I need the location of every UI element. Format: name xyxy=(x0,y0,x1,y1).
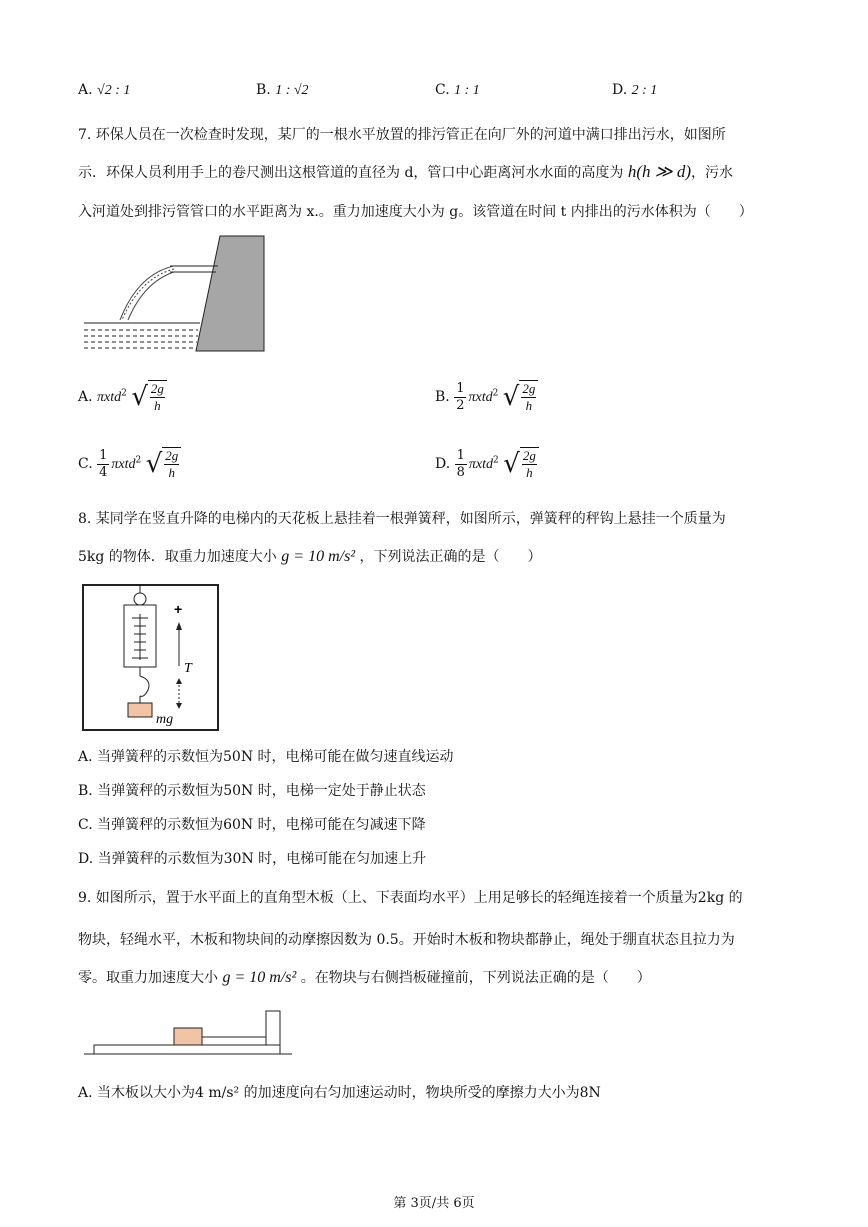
page-footer: 第 3页/共 6页 xyxy=(393,1196,475,1211)
q8-text-line2: 5kg 的物体．取重力加速度大小 g = 10 m/s² ，下列说法正确的是（ ） xyxy=(78,548,542,565)
q8-figure-elevator-scale xyxy=(82,584,220,732)
q8-text-line1: 8. 某同学在竖直升降的电梯内的天花板上悬挂着一根弹簧秤，如图所示，弹簧秤的秤钩上悬挂一个质量为 xyxy=(78,511,726,527)
q7-text-line1: 7. 环保人员在一次检查时发现，某厂的一根水平放置的排污管正在向厂外的河道中满口排出污水，如图所 xyxy=(78,127,726,143)
q6-option-a: A. √2 : 1 xyxy=(78,82,131,98)
q6-option-b: B. 1 : √2 xyxy=(256,82,309,98)
q7-option-c: C. $\frac{1}{4}$ πxtd$^2$ √ 2g h xyxy=(78,447,181,481)
q8-option-c: C. 当弹簧秤的示数恒为60N 时，电梯可能在匀减速下降 xyxy=(78,817,426,833)
q8-figure-weight-label: mg xyxy=(156,712,174,727)
q7-figure-drain-pipe xyxy=(82,232,267,354)
q6-option-c: C. 1 : 1 xyxy=(435,82,480,98)
q8-figure-plus-label: + xyxy=(174,601,183,617)
q8-option-d: D. 当弹簧秤的示数恒为30N 时，电梯可能在匀加速上升 xyxy=(78,851,427,867)
q7-option-b: B. $\frac{1}{2}$ πxtd$^2$ √ 2g h xyxy=(435,380,538,414)
q9-figure-board-block xyxy=(82,1008,296,1058)
q6-option-d-value: 2 : 1 xyxy=(631,83,658,98)
q8-figure-tension-label: T xyxy=(184,661,192,676)
q9-text-line3: 零。取重力加速度大小 g = 10 m/s² 。在物块与右侧挡板碰撞前，下列说法正确的是（ ） xyxy=(78,969,651,986)
q7-text-line3: 入河道处到排污管管口的水平距离为 x.。重力加速度大小为 g。该管道在时间 t 内排出的污水体积为（ ） xyxy=(78,204,753,220)
q6-option-a-value: √2 : 1 xyxy=(97,83,131,98)
q6-option-d: D. 2 : 1 xyxy=(612,82,658,98)
q6-option-b-value: 1 : √2 xyxy=(275,83,309,98)
q7-text-line2: 示．环保人员利用手上的卷尺测出这根管道的直径为 d，管口中心距离河水水面的高度为 h(h ≫ d)，污水 xyxy=(78,162,733,181)
q9-text-line2: 物块，轻绳水平，木板和物块间的动摩擦因数为 0.5。开始时木板和物块都静止，绳处于绷直状态且拉力为 xyxy=(78,932,735,948)
q9-text-line1: 9. 如图所示，置于水平面上的直角型木板（上、下表面均水平）上用足够长的轻绳连接着一个质量为2kg 的 xyxy=(78,890,743,906)
q8-option-b: B. 当弹簧秤的示数恒为50N 时，电梯一定处于静止状态 xyxy=(78,783,426,799)
q7-option-a: A. πxtd$^2$ √ 2g h xyxy=(78,380,167,414)
q8-option-a: A. 当弹簧秤的示数恒为50N 时，电梯可能在做匀速直线运动 xyxy=(78,749,454,765)
q9-option-a: A. 当木板以大小为4 m/s² 的加速度向右匀加速运动时，物块所受的摩擦力大小为8N xyxy=(78,1085,601,1101)
q7-option-d: D. $\frac{1}{8}$ πxtd$^2$ √ 2g h xyxy=(435,447,539,481)
q6-option-c-value: 1 : 1 xyxy=(454,83,480,98)
